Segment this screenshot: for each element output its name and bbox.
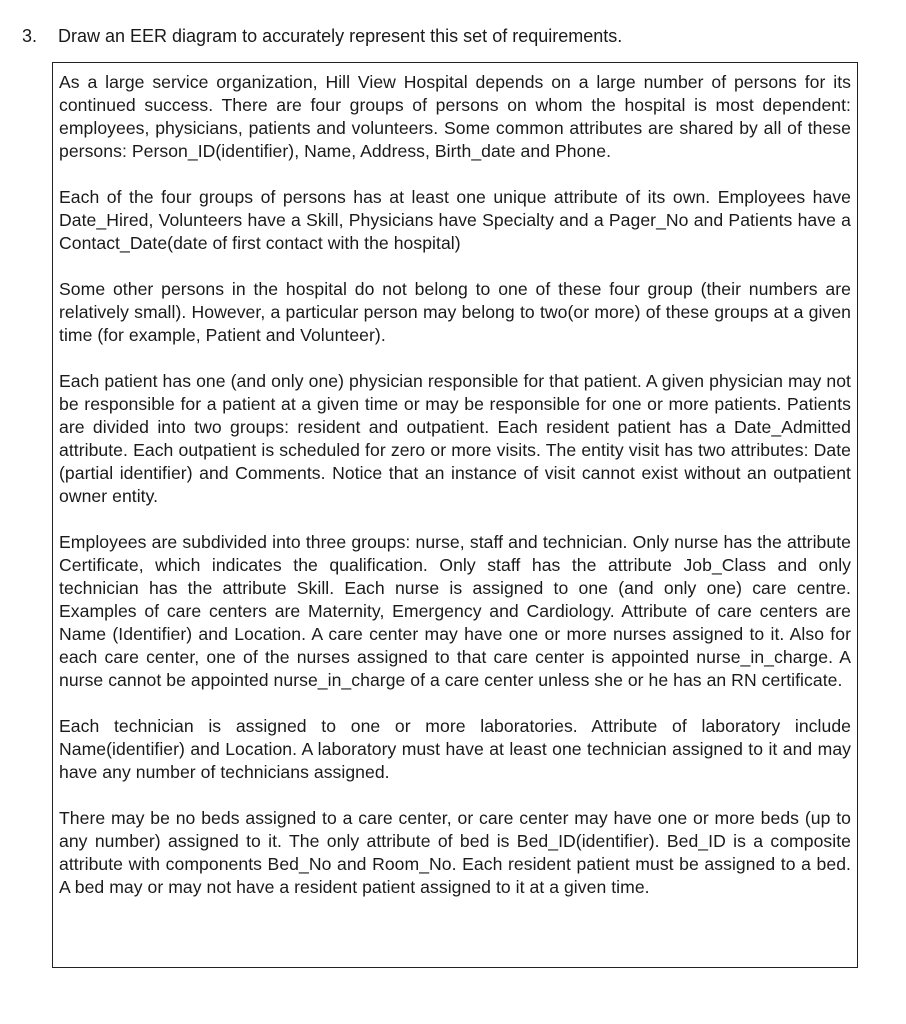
paragraph-laboratories: Each technician is assigned to one or more laboratories. Attribute of laboratory include Name(identifier) and Location. A laboratory must have at least one technician assigned to it and may have any number of technicians assigned.	[59, 716, 851, 782]
question-text: Draw an EER diagram to accurately represent this set of requirements.	[58, 26, 623, 46]
requirements-box	[52, 62, 858, 968]
question-number: 3.	[22, 26, 38, 46]
paragraph-persons: As a large service organization, Hill View Hospital depends on a large number of persons for its continued success. There are four groups of persons on whom the hospital is most dependent: employees, physicians, patients and volunteers. Some common attributes are shared by all of these persons: Person_ID(identifier), Name, Address, Birth_date and Phone.	[59, 72, 851, 161]
paragraph-overlap: Some other persons in the hospital do not belong to one of these four group (their numbers are relatively small). However, a particular person may belong to two(or more) of these groups at a given time (for example, Patient and Volunteer).	[59, 279, 851, 345]
paragraph-unique-attributes: Each of the four groups of persons has at least one unique attribute of its own. Employees have Date_Hired, Volunteers have a Skill, Physicians have Specialty and a Pager_No and Patients have a Contact_Date(date of first contact with the hospital)	[59, 187, 851, 253]
question-heading	[22, 24, 622, 48]
paragraph-employees: Employees are subdivided into three groups: nurse, staff and technician. Only nurse has the attribute Certificate, which indicates the qualification. Only staff has the attribute Job_Class and only technician has the attribute Skill. Each nurse is assigned to one (and only one) care centre. Examples of care centers are Maternity, Emergency and Cardiology. Attribute of care centers are Name (Identifier) and Location. A care center may have one or more nurses assigned to it. Also for each care center, one of the nurses assigned to that care center is appointed nurse_in_charge. A nurse cannot be appointed nurse_in_charge of a care center unless she or he has an RN certificate.	[59, 532, 851, 690]
paragraph-beds: There may be no beds assigned to a care center, or care center may have one or more beds (up to any number) assigned to it. The only attribute of bed is Bed_ID(identifier). Bed_ID is a composite attribute with components Bed_No and Room_No. Each resident patient must be assigned to a bed. A bed may or may not have a resident patient assigned to it at a given time.	[59, 808, 851, 897]
paragraph-patients: Each patient has one (and only one) physician responsible for that patient. A given physician may not be responsible for a patient at a given time or may be responsible for one or more patients. Patients are divided into two groups: resident and outpatient. Each resident patient has a Date_Admitted attribute. Each outpatient is scheduled for zero or more visits. The entity visit has two attributes: Date (partial identifier) and Comments. Notice that an instance of visit cannot exist without an outpatient owner entity.	[59, 371, 851, 506]
